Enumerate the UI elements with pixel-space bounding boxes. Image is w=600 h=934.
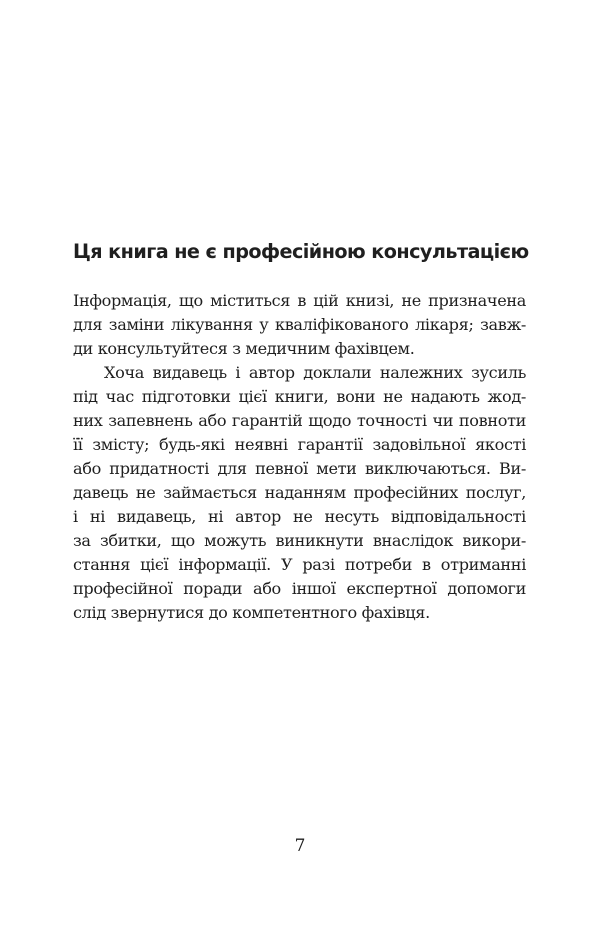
paragraph-1-line-1: Інформація, що міститься в цій книзі, не призначена [73,291,526,310]
paragraph-2-line-8: за збитки, що можуть виникнути внаслідок викори- [73,531,526,550]
paragraph-2-line-1: Хоча видавець і автор доклали належних зусиль [104,363,526,382]
paragraph-2-line-11: слід звернутися до компетентного фахівця. [73,603,430,622]
paragraph-2-line-5: або придатності для певної мети виключаються. Ви- [73,459,526,478]
paragraph-2-line-6: давець не займається наданням професійних послуг, [73,483,526,502]
paragraph-1-line-2: для заміни лікування у кваліфікованого лікаря; завж- [73,315,526,334]
paragraph-2-line-2: під час підготовки цієї книги, вони не надають жод- [73,387,526,406]
page-number: 7 [294,836,306,856]
paragraph-2-line-4: її змісту; будь-які неявні гарантії задовільної якості [73,435,526,454]
paragraph-1-line-3: ди консультуйтеся з медичним фахівцем. [73,339,415,358]
paragraph-2-line-10: професійної поради або іншої експертної допомоги [73,579,526,598]
paragraph-2-line-3: них запевнень або гарантій щодо точності чи повноти [73,411,526,430]
paragraph-2-line-7: і ні видавець, ні автор не несуть відповідальності [73,507,526,526]
paragraph-2-line-9: стання цієї інформації. У разі потреби в отриманні [73,555,526,574]
page-heading: Ця книга не є професійною консультацією [73,240,529,263]
